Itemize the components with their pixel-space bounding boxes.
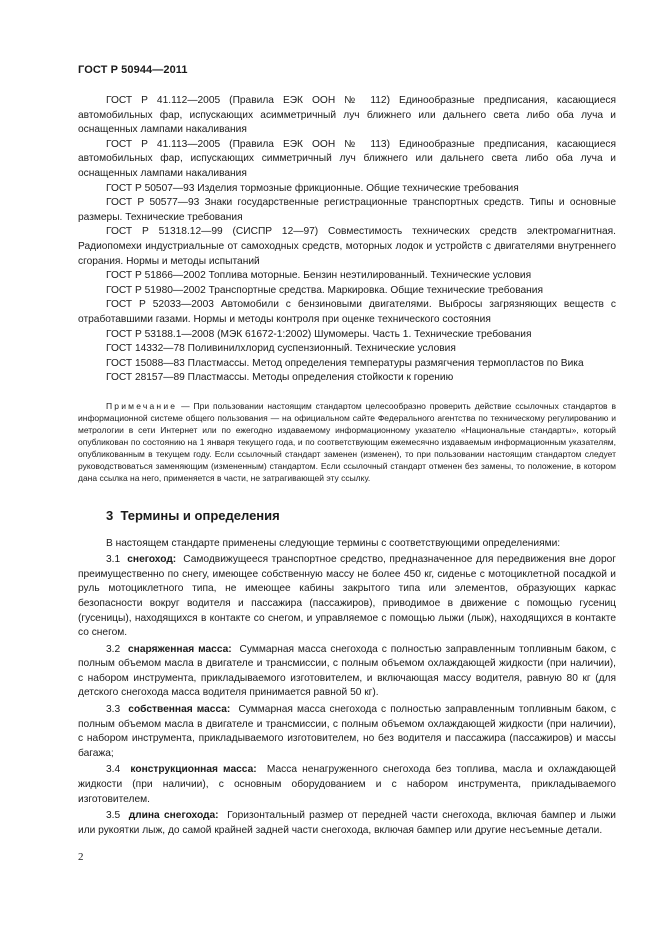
term-definition bbox=[78, 763, 616, 807]
reference-item: ГОСТ Р 41.113—2005 (Правила ЕЭК ООН № 113) Единообразные предписания, касающиеся автомобильных фар, испускающих симметричный луч ближнего или дальнего света либо оба луча и оснащенных лампами накаливания bbox=[78, 138, 616, 179]
document-page bbox=[78, 64, 616, 840]
term-name: снаряженная масса: bbox=[128, 643, 232, 655]
term-number: 3.5 bbox=[106, 810, 121, 822]
term-text: Масса ненагруженного снегохода без топлива, масла и охлаждающей жидкости (при наличии), с основным оборудованием и с набором инструмента, прикладываемого изготовителем. bbox=[78, 764, 616, 805]
term-name: снегоход: bbox=[127, 554, 177, 566]
note-label: Примечание bbox=[106, 400, 178, 411]
reference-item: ГОСТ Р 50507—93 Изделия тормозные фрикционные. Общие технические требования bbox=[106, 182, 519, 194]
reference-item: ГОСТ 28157—89 Пластмассы. Методы определения стойкости к горению bbox=[106, 372, 454, 384]
note bbox=[78, 400, 616, 485]
term-text: Горизонтальный размер от передней части снегохода, включая бампер и лыжи или рукоятки лыж, до самой крайней задней части снегохода, включая бампер или другие несъемные детали. bbox=[78, 810, 616, 836]
term-definition bbox=[78, 703, 616, 761]
section-heading bbox=[106, 508, 616, 523]
term-text: Суммарная масса снегохода с полностью заправленным топливным баком, с полным объемом масла в двигателе и трансмиссии, с полным объемом охлаждающей жидкости (при наличии), с набором инструмента, прикладываемого изготовителем, но без водителя и пассажира (пассажиров) и массы багажа; bbox=[78, 704, 617, 759]
term-text: Суммарная масса снегохода с полностью заправленным топливным баком, с полным объемом масла в двигателе и трансмиссии, с полным объемом охлаждающей жидкости (при наличии), с набором инструмента, прикладываемого изготовителем, и включающая массу водителя, равную 80 кг (для детского снегохода масса водителя принимается равной 50 кг). bbox=[78, 643, 616, 699]
reference-item: ГОСТ Р 51866—2002 Топлива моторные. Бензин неэтилированный. Технические условия bbox=[106, 270, 532, 282]
section-intro: В настоящем стандарте применены следующие термины с соответствующими определениями: bbox=[106, 537, 561, 549]
reference-item: ГОСТ Р 50577—93 Знаки государственные регистрационные транспортных средств. Типы и основные размеры. Технические требования bbox=[78, 197, 616, 223]
term-name: собственная масса: bbox=[128, 704, 231, 716]
standard-header: ГОСТ Р 50944—2011 bbox=[78, 64, 188, 76]
reference-item: ГОСТ 15088—83 Пластмассы. Метод определения температуры размягчения термопластов по Вика bbox=[106, 357, 584, 369]
term-number: 3.1 bbox=[106, 554, 121, 566]
normative-references bbox=[78, 94, 616, 386]
page-number: 2 bbox=[78, 851, 84, 863]
term-text: Самодвижущееся транспортное средство, предназначенное для передвижения вне дорог преимущественно по снегу, имеющее собственную массу не более 450 кг, сиденье с мотоциклетной посадкой и руль мотоциклетного типа, не имеющее кабины закрытого типа или элементов, образующих каркас безопасности вокруг водителя и пассажира (пассажиров), приводимое в движение с помощью гусениц (гусеницы), находящихся в контакте со снегом, и управляемое с помощью лыжи (лыж), находящихся в контакте со снегом. bbox=[78, 554, 616, 639]
reference-item: ГОСТ Р 53188.1—2008 (МЭК 61672-1:2002) Шумомеры. Часть 1. Технические требования bbox=[106, 328, 532, 340]
term-definition bbox=[78, 643, 616, 701]
term-name: конструкционная масса: bbox=[130, 764, 257, 776]
term-number: 3.4 bbox=[106, 764, 121, 776]
term-definition bbox=[78, 553, 616, 641]
note-text: — При пользовании настоящим стандартом целесообразно проверить действие ссылочных стандартов в информационной системе общего пользования — на официальном сайте Федерального агентства по техническому регулированию и метрологии в сети Интернет или по ежегодно издаваемому информационному указателю «Национальные стандарты», который опубликован по состоянию на 1 января текущего года, и по соответствующим ежемесячно издаваемым информационным указателям, опубликованным в текущем году. Если ссылочный стандарт заменен (изменен), то при пользовании настоящим стандартом следует руководствоваться заменяющим (измененным) стандартом. Если ссылочный стандарт отменен без замены, то положение, в котором дана ссылка на него, применяется в части, не затрагивающей эту ссылку. bbox=[78, 400, 616, 484]
section-title: Термины и определения bbox=[120, 507, 280, 523]
term-definition bbox=[78, 809, 616, 838]
reference-item: ГОСТ Р 52033—2003 Автомобили с бензиновыми двигателями. Выбросы загрязняющих веществ с отработавшими газами. Нормы и методы контроля при оценке технического состояния bbox=[78, 299, 616, 325]
reference-item: ГОСТ Р 41.112—2005 (Правила ЕЭК ООН № 112) Единообразные предписания, касающиеся автомобильных фар, испускающих асимметричный луч ближнего или дальнего света либо оба луча и оснащенных лампами накаливания bbox=[78, 95, 616, 136]
reference-item: ГОСТ 14332—78 Поливинилхлорид суспензионный. Технические условия bbox=[106, 343, 456, 355]
reference-item: ГОСТ Р 51318.12—99 (СИСПР 12—97) Совместимость технических средств электромагнитная. Радиопомехи индустриальные от самоходных средств, моторных лодок и устройств с двигателями внутреннего сгорания. Нормы и методы испытаний bbox=[78, 226, 616, 267]
term-number: 3.3 bbox=[106, 704, 121, 716]
term-name: длина снегохода: bbox=[128, 810, 219, 822]
section-body bbox=[78, 537, 616, 839]
section-number: 3 bbox=[106, 507, 114, 523]
reference-item: ГОСТ Р 51980—2002 Транспортные средства. Маркировка. Общие технические требования bbox=[106, 284, 543, 296]
term-number: 3.2 bbox=[106, 643, 121, 655]
